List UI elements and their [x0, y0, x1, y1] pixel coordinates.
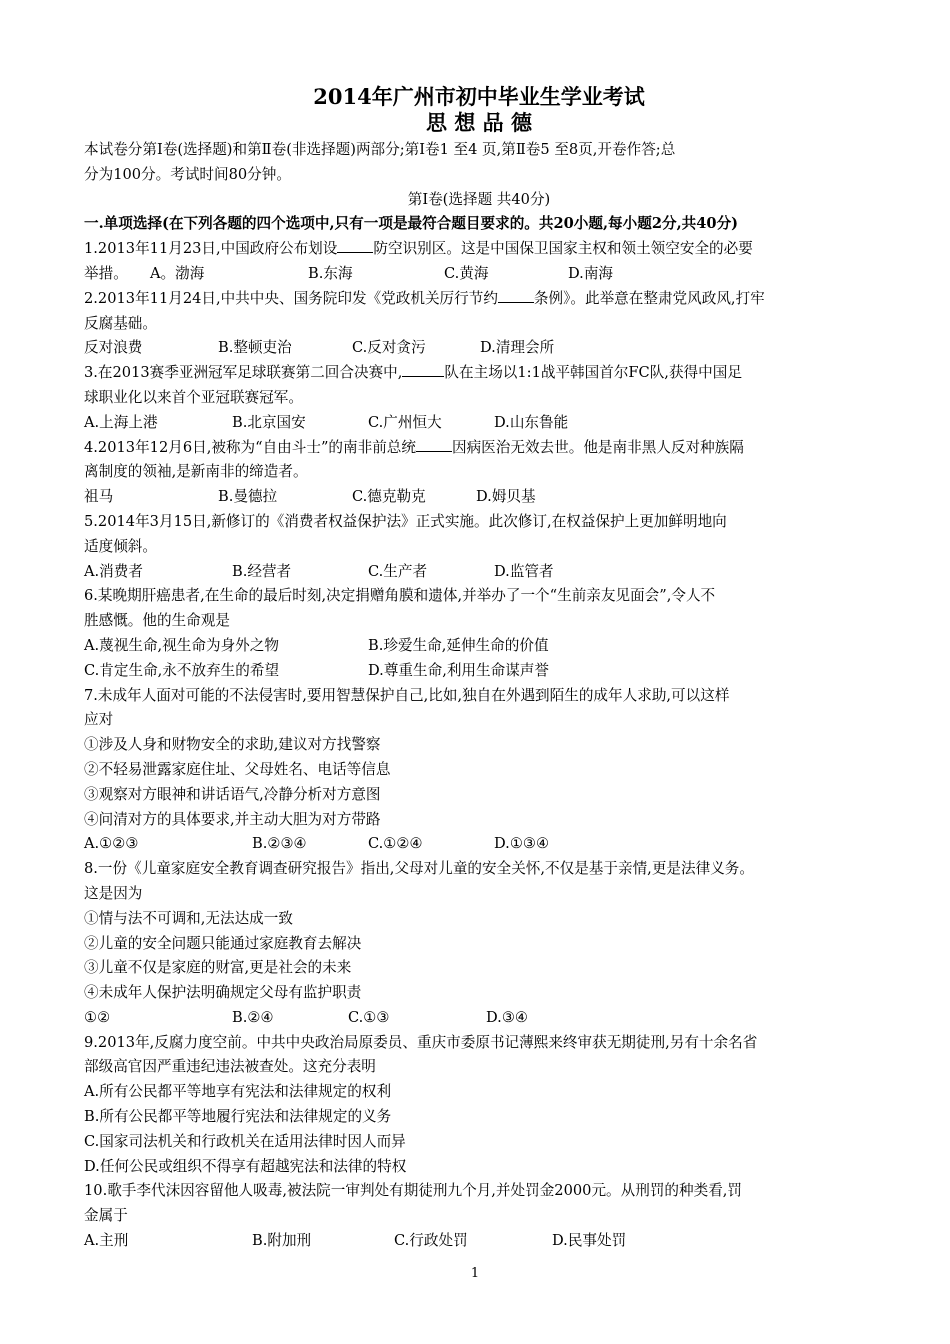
- q1-options: [84, 262, 874, 287]
- q7-item-3: ③观察对方眼神和讲话语气,冷静分析对方意图: [84, 785, 381, 803]
- intro-line-1: 本试卷分第Ⅰ卷(选择题)和第Ⅱ卷(非选择题)两部分;第Ⅰ卷1 至4 页,第Ⅱ卷5 至8页,开卷作答;总: [84, 141, 676, 158]
- q8-item-4: ④未成年人保护法明确规定父母有监护职责: [84, 984, 362, 1002]
- q4-stem-2: 离制度的领袖,是新南非的缔造者。: [84, 463, 308, 481]
- q8-option-a: ①②: [84, 1008, 111, 1026]
- q9-stem-2: 部级高官因严重违纪违法被查处。这充分表明: [84, 1058, 376, 1076]
- q1-option-d: D.南海: [568, 264, 614, 282]
- q6-option-a: A.蔑视生命,视生命为身外之物: [84, 636, 279, 654]
- q7-item-4: ④问清对方的具体要求,并主动大胆为对方带路: [84, 810, 381, 828]
- q7-options: [84, 832, 874, 857]
- q10-options: [84, 1229, 874, 1254]
- q10-option-c: C.行政处罚: [394, 1232, 468, 1250]
- section-title: 一.单项选择(在下列各题的四个选项中,只有一项是最符合题目要求的。共20小题,每小题2分,共40分): [84, 215, 739, 233]
- q1-stem: 1.2013年11月23日,中国政府公布划设 防空识别区。这是中国保卫国家主权和领土领空安全的必要: [84, 240, 753, 258]
- q7-item-2: ②不轻易泄露家庭住址、父母姓名、电话等信息: [84, 760, 391, 778]
- q6-options-row-2: [84, 659, 874, 684]
- q5-option-c: C.生产者: [368, 562, 428, 580]
- q3-option-c: C.广州恒大: [368, 413, 442, 431]
- q4-option-a: 祖马: [84, 488, 114, 506]
- q2-option-a: 反对浪费: [84, 339, 143, 357]
- q10-stem-2: 金属于: [84, 1207, 128, 1225]
- q8-option-d: D.③④: [486, 1008, 528, 1026]
- q7-item-1: ①涉及人身和财物安全的求助,建议对方找警察: [84, 736, 381, 754]
- q7-option-d: D.①③④: [494, 835, 550, 853]
- q5-option-d: D.监管者: [494, 562, 554, 580]
- q8-item-2: ②儿童的安全问题只能通过家庭教育去解决: [84, 934, 362, 952]
- q4-option-c: C.德克勒克: [352, 488, 426, 506]
- q9-stem: 9.2013年,反腐力度空前。中共中央政治局原委员、重庆市委原书记薄熙来终审获无期徒刑,另有十余名省: [84, 1033, 758, 1051]
- q6-option-d: D.尊重生命,利用生命谋声誉: [368, 661, 549, 679]
- q1-option-a: A。渤海: [150, 264, 205, 282]
- q4-options: [84, 485, 874, 510]
- q7-option-b: B.②③④: [252, 835, 307, 853]
- q8-option-b: B.②④: [232, 1008, 274, 1026]
- q8-stem-2: 这是因为: [84, 884, 143, 902]
- q10-option-b: B.附加刑: [252, 1232, 312, 1250]
- q1-option-c: C.黄海: [444, 264, 489, 282]
- q9-option-b: B.所有公民都平等地履行宪法和法律规定的义务: [84, 1108, 392, 1126]
- q2-options: [84, 336, 874, 361]
- q6-option-b: B.珍爱生命,延伸生命的价值: [368, 636, 549, 654]
- intro-line-2: 分为100分。考试时间80分钟。: [84, 165, 291, 183]
- q2-option-c: C.反对贪污: [352, 339, 426, 357]
- q3-stem: 3.在2013赛季亚洲冠军足球联赛第二回合决赛中, 队在主场以1:1战平韩国首尔FC队,获得中国足: [84, 364, 742, 382]
- q5-option-a: A.消费者: [84, 562, 143, 580]
- q6-stem: 6.某晚期肝癌患者,在生命的最后时刻,决定捐赠角膜和遗体,并举办了一个“生前亲友见面会”,令人不: [84, 587, 716, 605]
- q5-option-b: B.经营者: [232, 562, 292, 580]
- q3-stem-2: 球职业化以来首个亚冠联赛冠军。: [84, 388, 303, 406]
- q7-stem: 7.未成年人面对可能的不法侵害时,要用智慧保护自己,比如,独自在外遇到陌生的成年人求助,可以这样: [84, 686, 730, 704]
- exam-page: [84, 84, 874, 1254]
- q3-option-a: A.上海上港: [84, 413, 158, 431]
- q3-option-b: B.北京国安: [232, 413, 306, 431]
- q8-item-1: ①情与法不可调和,无法达成一致: [84, 909, 293, 927]
- q7-stem-2: 应对: [84, 711, 114, 729]
- q5-stem: 5.2014年3月15日,新修订的《消费者权益保护法》正式实施。此次修订,在权益保护上更加鲜明地向: [84, 512, 727, 530]
- page-number: 1: [470, 1266, 480, 1281]
- q1-option-b: B.东海: [308, 264, 353, 282]
- q10-option-d: D.民事处罚: [552, 1232, 627, 1250]
- q2-stem-2: 反腐基础。: [84, 314, 157, 332]
- q1-stem-end: 举措。: [84, 264, 128, 282]
- answer-blank: [498, 288, 534, 303]
- q6-stem-2: 胜感慨。他的生命观是: [84, 612, 230, 630]
- q9-option-a: A.所有公民都平等地享有宪法和法律规定的权利: [84, 1083, 392, 1101]
- q6-option-c: C.肯定生命,永不放弃生的希望: [84, 661, 280, 679]
- q8-stem: 8.一份《儿童家庭安全教育调查研究报告》指出,父母对儿童的安全关怀,不仅是基于亲情,更是法律义务。: [84, 860, 754, 878]
- q4-option-b: B.曼德拉: [218, 488, 278, 506]
- q6-options-row-1: [84, 634, 874, 659]
- q9-option-d: D.任何公民或组织不得享有超越宪法和法律的特权: [84, 1157, 407, 1175]
- q4-stem: 4.2013年12月6日,被称为“自由斗士”的南非前总统 因病医治无效去世。他是南非黑人反对种族隔: [84, 438, 744, 456]
- q9-option-c: C.国家司法机关和行政机关在适用法律时因人而异: [84, 1132, 406, 1150]
- q7-option-c: C.①②④: [368, 835, 423, 853]
- exam-subject: 思 想 品 德: [426, 110, 532, 135]
- q7-option-a: A.①②③: [84, 835, 139, 853]
- part-title: 第Ⅰ卷(选择题 共40分): [407, 190, 551, 208]
- q3-options: [84, 411, 874, 436]
- q5-options: [84, 560, 874, 585]
- q10-stem: 10.歌手李代沫因容留他人吸毒,被法院一审判处有期徒刑九个月,并处罚金2000元。从刑罚的种类看,罚: [84, 1182, 743, 1200]
- exam-title: 2014年广州市初中毕业生学业考试: [313, 84, 645, 109]
- answer-blank: [337, 238, 373, 253]
- q5-stem-2: 适度倾斜。: [84, 537, 157, 555]
- q8-item-3: ③儿童不仅是家庭的财富,更是社会的未来: [84, 959, 352, 977]
- q2-option-b: B.整顿吏治: [218, 339, 292, 357]
- q4-option-d: D.姆贝基: [476, 488, 536, 506]
- q2-option-d: D.清理会所: [480, 339, 555, 357]
- q8-options: [84, 1006, 874, 1031]
- q3-option-d: D.山东鲁能: [494, 413, 569, 431]
- q8-option-c: C.①③: [348, 1008, 390, 1026]
- q10-option-a: A.主刑: [84, 1232, 129, 1250]
- answer-blank: [402, 362, 444, 377]
- answer-blank: [416, 437, 452, 452]
- q2-stem: 2.2013年11月24日,中共中央、国务院印发《党政机关厉行节约 条例》。此举意在整肃党风政风,打牢: [84, 289, 765, 307]
